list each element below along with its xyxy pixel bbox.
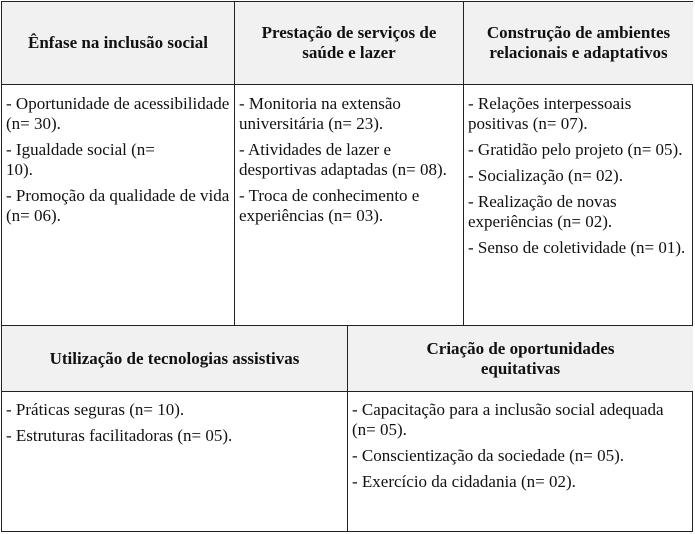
row-divider <box>2 84 692 85</box>
body-enfase-inclusao-social <box>2 92 234 324</box>
list-item: - Atividades de lazer e desportivas adaptadas (n= 08). <box>239 140 447 179</box>
header-ambientes-relacionais <box>464 2 693 84</box>
column-divider <box>347 325 348 531</box>
body-oportunidades-equitativas <box>348 398 693 532</box>
header-text: Utilização de tecnologias assistivas <box>49 348 300 368</box>
list-item: - Conscientização da sociedade (n= 05). <box>352 446 625 465</box>
column-divider <box>234 2 235 325</box>
header-tecnologias-assistivas <box>2 326 347 391</box>
categories-table <box>1 1 693 532</box>
header-enfase-inclusao-social <box>2 2 234 84</box>
list-item: - Senso de coletividade (n= 01). <box>468 238 686 257</box>
body-tecnologias-assistivas <box>2 398 347 532</box>
row-divider <box>2 391 692 392</box>
body-ambientes-relacionais <box>464 92 693 324</box>
list-item: - Exercício da cidadania (n= 02). <box>352 472 576 491</box>
list-item: - Realização de novas experiências (n= 02). <box>468 192 617 231</box>
list-item: - Promoção da qualidade de vida (n= 06). <box>6 186 230 225</box>
list-item: - Práticas seguras (n= 10). <box>6 400 185 419</box>
list-item: - Oportunidade de acessibilidade (n= 30). <box>6 94 230 133</box>
header-prestacao-servicos <box>235 2 463 84</box>
list-item: - Troca de conhecimento e experiências (n= 03). <box>239 186 420 225</box>
list-item: - Estruturas facilitadoras (n= 05). <box>6 426 233 445</box>
header-text: Criação de oportunidades equitativas <box>426 338 615 378</box>
list-item: - Socialização (n= 02). <box>468 166 623 185</box>
list-item: - Capacitação para a inclusão social adequada (n= 05). <box>352 400 664 439</box>
list-item: - Igualdade social (n= 10). <box>6 140 155 179</box>
list-item: - Monitoria na extensão universitária (n= 23). <box>239 94 401 133</box>
list-item: - Relações interpessoais positivas (n= 07). <box>468 94 632 133</box>
body-prestacao-servicos <box>235 92 463 324</box>
header-text: Construção de ambientes relacionais e adaptativos <box>486 23 671 62</box>
header-text: Ênfase na inclusão social <box>28 33 208 52</box>
column-divider <box>463 2 464 325</box>
list-item: - Gratidão pelo projeto (n= 05). <box>468 140 683 159</box>
header-text: Prestação de serviços de saúde e lazer <box>261 23 437 62</box>
header-oportunidades-equitativas <box>348 326 693 391</box>
